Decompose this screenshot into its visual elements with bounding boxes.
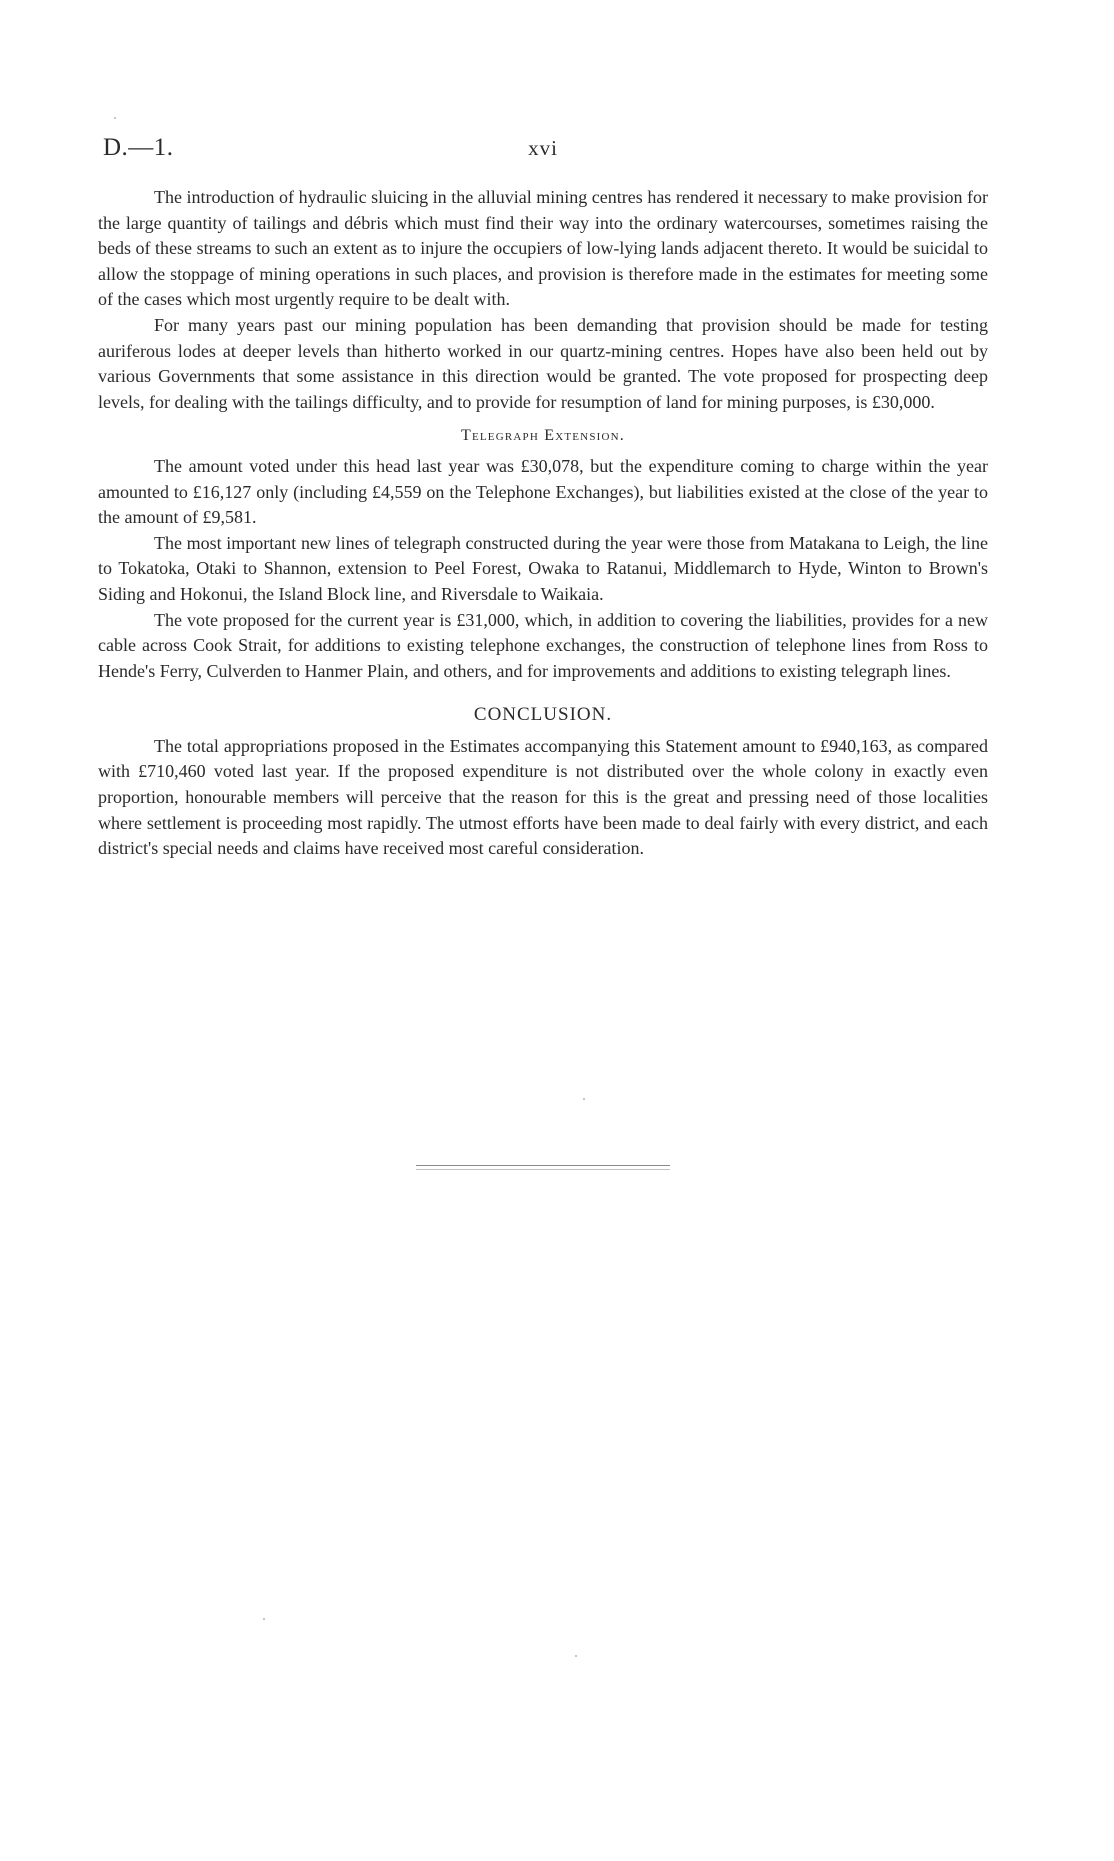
telegraph-paragraph-3: The vote proposed for the current year is £31,000, which, in addition to covering the liabilities, provides for a new cable across Cook Strait, for additions to existing telephone exchanges, the construction of telephone lines from Ross to Hende's Ferry, Culverden to Hanmer Plain, and others, and for improvements and additions to existing telegraph lines. <box>98 609 988 681</box>
body-text <box>98 185 988 862</box>
telegraph-paragraph-2: The most important new lines of telegraph constructed during the year were those from Matakana to Leigh, the line to Tokatoka, Otaki to Shannon, extension to Peel Forest, Owaka to Ratanui, Middlemarch to Hyde, Winton to Brown's Siding and Hokonui, the Island Block line, and Riversdale to Waikaia. <box>98 532 988 604</box>
scan-speck <box>583 1098 585 1100</box>
telegraph-paragraph-1: The amount voted under this head last year was £30,078, but the expenditure coming to charge within the year amounted to £16,127 only (including £4,559 on the Telephone Exchanges), but liabilities existed at the close of the year to the amount of £9,581. <box>98 455 988 528</box>
scan-speck <box>263 1618 265 1620</box>
page-header <box>103 134 983 168</box>
document-reference: D.—1. <box>103 134 174 161</box>
conclusion-paragraph: The total appropriations proposed in the Estimates accompanying this Statement amount to £940,163, as compared with £710,460 voted last year. If the proposed expenditure is not distributed over the whole colony in exactly even proportion, honourable members will perceive that the reason for this is the great and pressing need of those localities where settlement is proceeding most rapidly. The utmost efforts have been made to deal fairly with every district, and each district's special needs and claims have received most careful consideration. <box>98 735 988 859</box>
page-number: xvi <box>528 136 558 160</box>
closing-rule-faint <box>416 1169 670 1170</box>
mining-paragraph-2: For many years past our mining population has been demanding that provision should be made for testing auriferous lodes at deeper levels than hitherto worked in our quartz-mining centres. Hopes have also been held out by various Governments that some assistance in this direction would be granted. The vote proposed for prospecting deep levels, for dealing with the tailings difficulty, and to provide for resumption of land for mining purposes, is £30,000. <box>98 314 988 412</box>
closing-rule <box>416 1165 670 1166</box>
scan-speck <box>114 117 116 119</box>
mining-paragraph-1: The introduction of hydraulic sluicing in the alluvial mining centres has rendered it necessary to make provision for the large quantity of tailings and débris which must find their way into the ordinary watercourses, sometimes raising the beds of these streams to such an extent as to injure the occupiers of low-lying lands adjacent thereto. It would be suicidal to allow the stoppage of mining operations in such places, and provision is therefore made in the estimates for meeting some of the cases which most urgently require to be dealt with. <box>98 187 988 310</box>
telegraph-heading: Telegraph Extension. <box>461 427 625 445</box>
scan-speck <box>575 1655 577 1657</box>
conclusion-heading: CONCLUSION. <box>473 704 613 726</box>
